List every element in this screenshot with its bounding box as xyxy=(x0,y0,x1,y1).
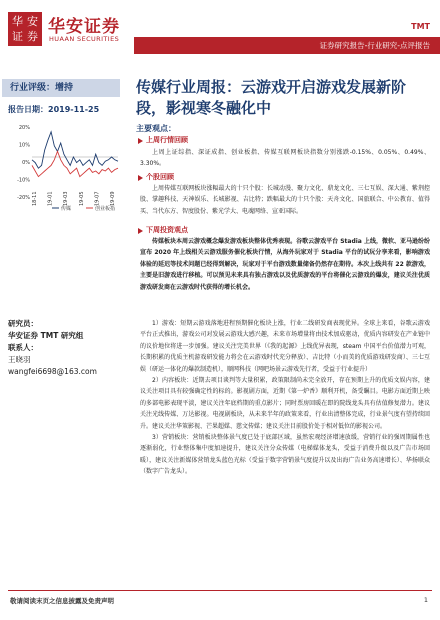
footer-divider xyxy=(8,590,432,591)
x-tick-label: 18-11 xyxy=(32,191,38,206)
series-line xyxy=(32,132,118,168)
legend-label: 创业板指 xyxy=(95,206,116,212)
logo-char: 华 xyxy=(12,15,23,28)
section-body xyxy=(140,183,430,217)
y-tick-label: -20% xyxy=(17,195,30,201)
logo-char: 安 xyxy=(27,15,38,28)
report-title: 传媒行业周报：云游戏开启游戏发展新阶段，影视寒冬融化中 xyxy=(136,78,407,117)
report-category: 证券研究报告-行业研究-点评报告 xyxy=(319,41,430,50)
paragraph: 2）内容板块：近期去项目谈判等大量积累，政策限制尚未完全放开，存在预期上升的优质文娱内容，建议关注项目具有较强确定性的标的。影视剧方面，近期《第一炉香》顺利开机，备受瞩目。电影方面近期上映的多部电影表现平淡，建议关注年底档期的重点影片；同时票房回暖在即的院线龙头具有估值修复潜力。建议关注光线传媒、万达影视。电视剧板块，从未来半年的政策来看，行业出清整体完成，行业景气度有望持续回升。建议关注华策影视、芒果超媒、慈文传媒；建议关注目前股价处于相对低位的影视公司。 xyxy=(140,377,430,430)
paragraph: 上周传媒互联网板块涨幅最大的十只个股：长城动漫、聚力文化、鼎龙文化、三七互娱、深大通、紫荆控股、掌趣科技、天神娱乐、长城影视、吉比特；跌幅最大的十只个股：天舟文化、国旅联合、中公教育、值得买、当代东方、智度股份、紫光学大、电魂网络、宣亚国际。 xyxy=(140,185,430,215)
section-bullet-icon xyxy=(138,175,143,181)
brand-name-en: HUAAN SECURITIES xyxy=(49,35,120,43)
section-heading: 上周行情回顾 xyxy=(146,136,188,144)
section-body xyxy=(140,318,430,478)
y-tick-label: 0% xyxy=(22,160,30,166)
header-banner xyxy=(134,37,440,54)
logo-char: 券 xyxy=(27,30,38,43)
contact-email[interactable]: wangfei6698@163.com xyxy=(8,367,97,376)
paragraph: 3）营销板块：营销板块整体景气度已处于底部区域，虽然宏观经济增速放缓，营销行业的强周期属性也逐渐弱化，行业整体集中度加速提升，建议关注分众传媒（电梯媒体龙头，受益于消费升级以及广告市场回暖），建议关注新媒体营销龙头蓝色光标（受益于数字营销景气度提升以及出海广告业务高速增长）、华扬联众（数字广告龙头）。 xyxy=(140,434,430,476)
x-tick-label: 19-01 xyxy=(47,191,54,206)
x-tick-label: 19-05 xyxy=(78,191,85,206)
section-body xyxy=(140,236,430,293)
researcher-block xyxy=(8,318,97,378)
brand-name: 华安证券 xyxy=(48,17,120,37)
report-date-value: 2019-11-25 xyxy=(48,105,100,114)
contact-label: 联系人： xyxy=(8,343,38,352)
industry-rating: 行业评级：增持 xyxy=(2,79,120,97)
x-tick-label: 19-09 xyxy=(110,191,116,206)
core-view-label: 主要观点： xyxy=(136,124,176,133)
section-heading: 个股回顾 xyxy=(146,173,174,181)
paragraph: 1）游戏：短期云游戏落地进程预期催化板块上涨，行业二线研发商表现优异。全球上来看，谷歌云游戏平台正式推出，游戏公司对发展云游戏大感兴趣，未来市场增量将由技术加成驱动，优质内容研发在产业链中的议价地位将进一步加强。建议关注完美世界（《我的起源》上线优异表现，steam 中国平台价值潜力可观，长期积累的优质主机游戏研发能力将会在云游戏时代充分释放）、吉比特（小而美的优质游戏研发商）、三七互娱（研运一体化的爆款制造机），顺网科技（网吧场景云游戏先行者，受益于行业提升） xyxy=(140,320,430,373)
x-tick-label: 19-03 xyxy=(63,191,70,206)
section-heading: 下周投资观点 xyxy=(146,226,188,234)
y-tick-label: 10% xyxy=(18,142,30,149)
report-date-label: 报告日期： xyxy=(8,105,48,114)
y-tick-label: -10% xyxy=(17,177,30,184)
sector-tag: TMT xyxy=(411,22,430,31)
report-header xyxy=(0,0,440,43)
legend-label: 传媒 xyxy=(61,206,72,212)
brand-logo-icon xyxy=(8,12,42,46)
performance-chart xyxy=(10,118,122,214)
x-tick-label: 19-07 xyxy=(94,191,101,206)
series-line xyxy=(32,151,118,176)
section-body xyxy=(140,147,430,170)
section-bullet-icon xyxy=(138,138,143,144)
contact-name: 王晓羽 xyxy=(8,355,31,364)
researcher-title: 研究员： xyxy=(8,319,38,328)
report-date xyxy=(8,104,99,115)
page-number: 1 xyxy=(423,596,428,604)
paragraph: 传媒板块本周云游戏概念爆发游戏板块整体优秀表现。谷歌云游戏平台 Stadia 上线，微软、亚马逊纷纷宣布 2020 年上线相关云游戏服务催化板块行情，从海外玩家对于 Stadia 平台的试玩分享来看，影响游戏体验的延迟等技术问题已经得到解决，玩家对于平台游戏数量储备仍然存在期待。本次上线共有 22 款游戏，主要是旧游戏进行移植。可以预见未来具有独占游戏以及优质游戏的平台将催化云游戏的爆发，建议关注优质游戏研发商在云游戏时代获得的增长机会。 xyxy=(140,238,430,291)
y-tick-label: 20% xyxy=(18,125,30,131)
logo-char: 证 xyxy=(12,30,23,43)
section-bullet-icon xyxy=(138,228,143,234)
footer-disclaimer: 敬请阅读末页之信息披露及免责声明 xyxy=(10,597,114,605)
researcher-team: 华安证券 TMT 研究组 xyxy=(8,331,84,340)
paragraph: 上周上证综指、深证成指、创业板指、传媒互联网板块指数分别涨跌-0.15%、0.05%、0.49%、3.30%。 xyxy=(140,149,430,168)
